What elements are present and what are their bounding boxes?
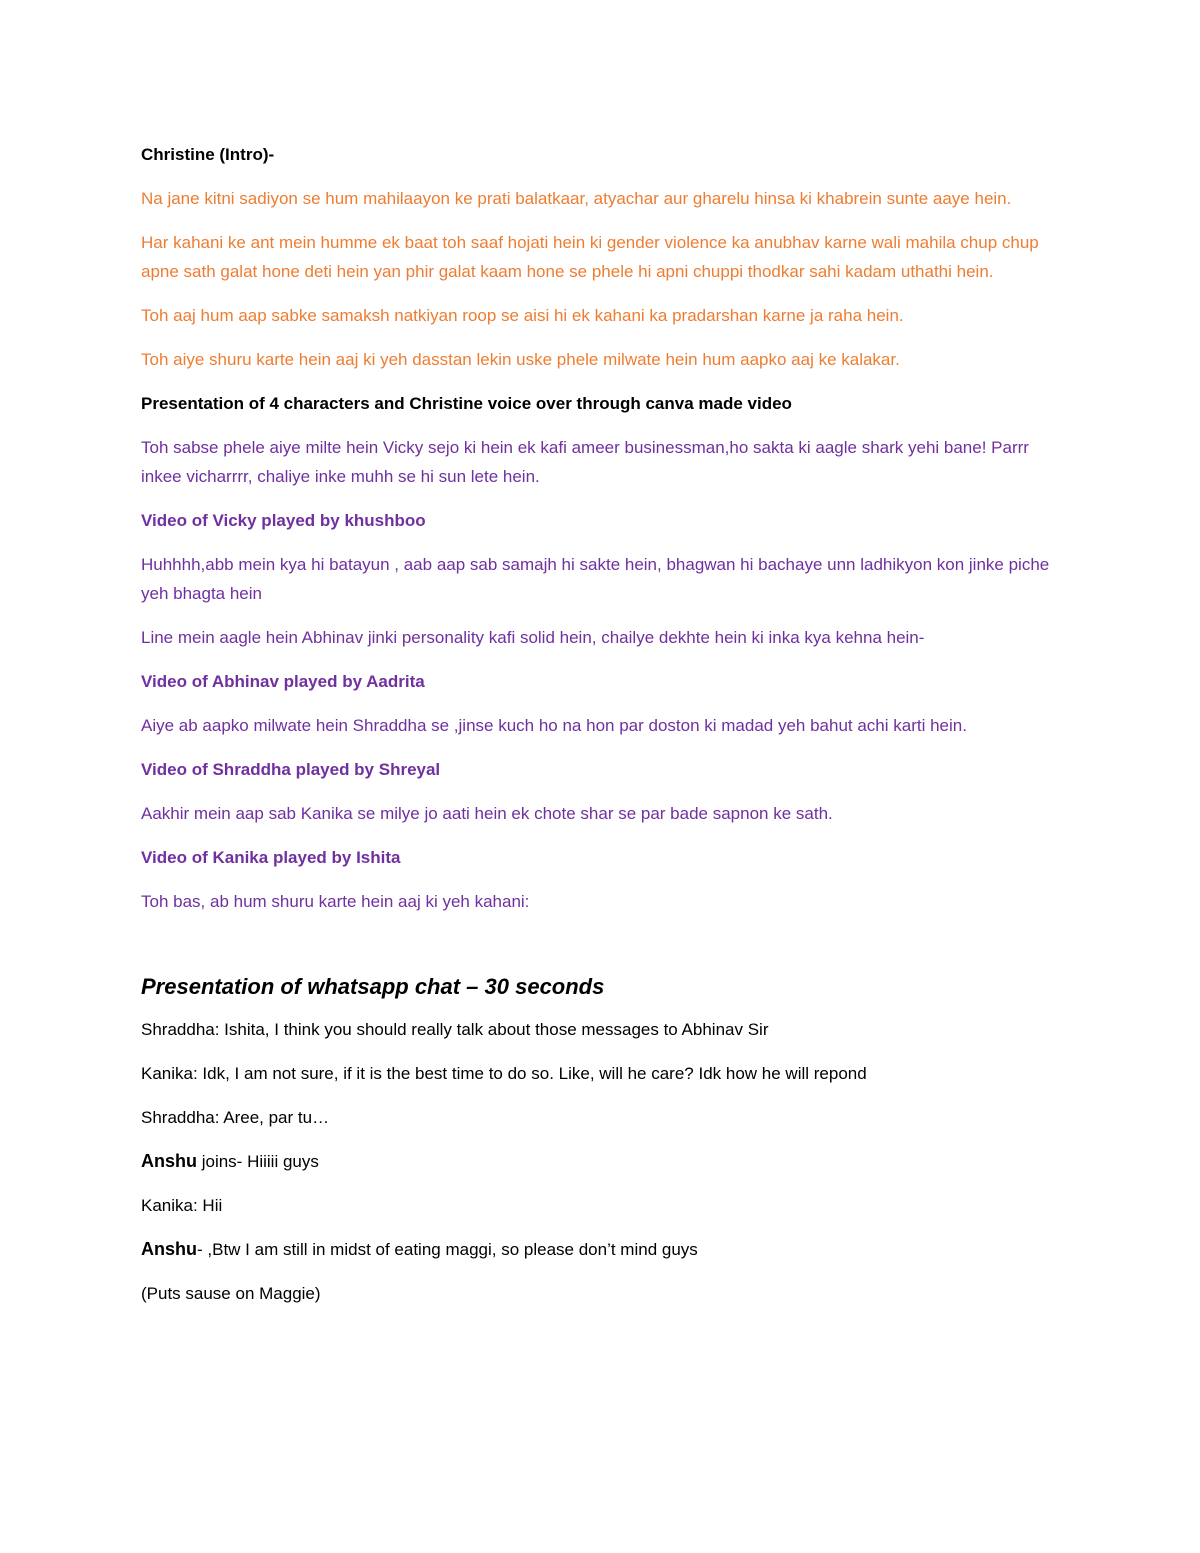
closing-line: Toh bas, ab hum shuru karte hein aaj ki yeh kahani: xyxy=(141,892,530,911)
chat-text: joins- Hiiiii guys xyxy=(197,1152,319,1171)
abhinav-intro: Line mein aagle hein Abhinav jinki personality kafi solid hein, chailye dekhte hein ki inka kya kehna hein- xyxy=(141,628,925,647)
shraddha-intro: Aiye ab aapko milwate hein Shraddha se ,jinse kuch ho na hon par doston ki madad yeh bahut achi karti hein. xyxy=(141,716,967,735)
presentation-heading: Presentation of 4 characters and Christine voice over through canva made video xyxy=(141,394,792,413)
chat-line-1: Shraddha: Ishita, I think you should really talk about those messages to Abhinav Sir xyxy=(141,1020,769,1039)
intro-heading: Christine (Intro)- xyxy=(141,145,275,164)
whatsapp-heading: Presentation of whatsapp chat – 30 seconds xyxy=(141,974,605,999)
intro-paragraph-4: Toh aiye shuru karte hein aaj ki yeh dasstan lekin uske phele milwate hein hum aapko aaj ke kalakar. xyxy=(141,350,900,369)
chat-speaker-anshu: Anshu xyxy=(141,1151,197,1171)
chat-line-6 xyxy=(141,1235,1061,1264)
document-page xyxy=(141,140,1061,1323)
vicky-after: Huhhhh,abb mein kya hi batayun , aab aap sab samajh hi sakte hein, bhagwan hi bachaye unn ladhikyon kon jinke piche yeh bhagta hein xyxy=(141,555,1050,603)
kanika-intro: Aakhir mein aap sab Kanika se milye jo aati hein ek chote shar se par bade sapnon ke sath. xyxy=(141,804,833,823)
chat-speaker-anshu: Anshu xyxy=(141,1239,197,1259)
intro-paragraph-2: Har kahani ke ant mein humme ek baat toh saaf hojati hein ki gender violence ka anubhav karne wali mahila chup chup apne sath galat hone deti hein yan phir galat kaam hone se phele hi apni chuppi thodkar sahi kadam uthathi hein. xyxy=(141,233,1039,281)
kanika-video-heading: Video of Kanika played by Ishita xyxy=(141,848,401,867)
vicky-intro: Toh sabse phele aiye milte hein Vicky sejo ki hein ek kafi ameer businessman,ho sakta ki aagle shark yehi bane! Parrr inkee vicharrrr, chaliye inke muhh se hi sun lete hein. xyxy=(141,438,1029,486)
chat-line-2: Kanika: Idk, I am not sure, if it is the best time to do so. Like, will he care? Idk how he will repond xyxy=(141,1064,867,1083)
shraddha-video-heading: Video of Shraddha played by Shreyal xyxy=(141,760,441,779)
intro-paragraph-3: Toh aaj hum aap sabke samaksh natkiyan roop se aisi hi ek kahani ka pradarshan karne ja raha hein. xyxy=(141,306,904,325)
chat-line-3: Shraddha: Aree, par tu… xyxy=(141,1108,330,1127)
vicky-video-heading: Video of Vicky played by khushboo xyxy=(141,511,426,530)
chat-line-5: Kanika: Hii xyxy=(141,1196,223,1215)
chat-line-7: (Puts sause on Maggie) xyxy=(141,1284,321,1303)
chat-text: - ,Btw I am still in midst of eating maggi, so please don’t mind guys xyxy=(197,1240,698,1259)
abhinav-video-heading: Video of Abhinav played by Aadrita xyxy=(141,672,425,691)
chat-line-4 xyxy=(141,1147,1061,1176)
intro-paragraph-1: Na jane kitni sadiyon se hum mahilaayon ke prati balatkaar, atyachar aur gharelu hinsa ki khabrein sunte aaye hein. xyxy=(141,189,1012,208)
